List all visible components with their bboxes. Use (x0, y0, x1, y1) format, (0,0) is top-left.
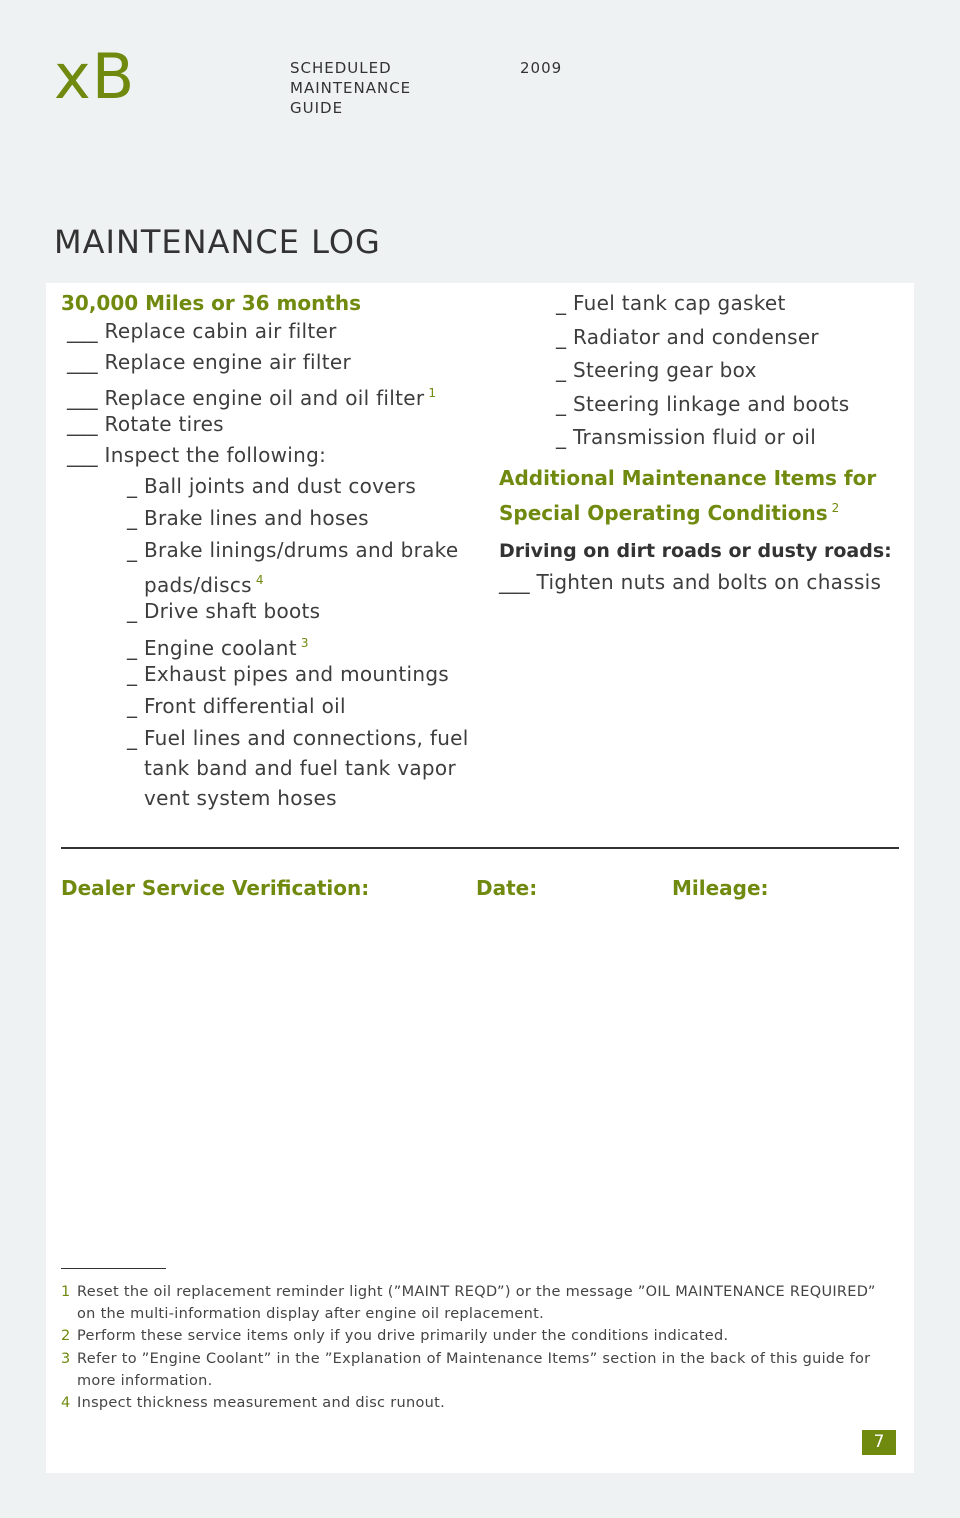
inspect-item-continued: vent system hoses (144, 786, 337, 810)
footnote-ref: 1 (428, 386, 437, 400)
dealer-verification-label: Dealer Service Verification: (61, 876, 370, 900)
footnote-divider (61, 1268, 166, 1269)
page-title: MAINTENANCE LOG (54, 223, 381, 261)
checklist-item: ___ Replace cabin air filter (67, 319, 337, 343)
additional-items-title: Special Operating Conditions $^2$ (499, 501, 840, 525)
mileage-label: Mileage: (672, 876, 769, 900)
inspect-item: _ Steering linkage and boots (556, 392, 850, 416)
divider (61, 847, 899, 849)
inspect-item: _ Drive shaft boots (127, 599, 321, 623)
checklist-item: ___ Replace engine oil and oil filter $^1$ (67, 386, 437, 410)
guide-title-line: SCHEDULED (290, 59, 392, 77)
date-label: Date: (476, 876, 538, 900)
interval-title: 30,000 Miles or 36 months (61, 291, 362, 315)
page-number: 7 (862, 1430, 896, 1455)
inspect-item: _ Steering gear box (556, 358, 757, 382)
inspect-item: _ Brake linings/drums and brake (127, 538, 459, 562)
inspect-item: _ Radiator and condenser (556, 325, 819, 349)
inspect-item: _ Front differential oil (127, 694, 346, 718)
footnote: 4 Inspect thickness measurement and disc runout. (61, 1395, 446, 1411)
condition-heading: Driving on dirt roads or dusty roads: (499, 540, 892, 562)
checklist-item: ___ Replace engine air filter (67, 350, 352, 374)
brand-logo: xB (54, 40, 136, 113)
inspect-item: _ Fuel lines and connections, fuel (127, 726, 469, 750)
footnote-ref: 4 (255, 573, 264, 587)
checklist-item: ___ Tighten nuts and bolts on chassis (499, 570, 882, 594)
footnote: 2 Perform these service items only if you drive primarily under the conditions indicated. (61, 1328, 729, 1344)
checklist-item: ___ Rotate tires (67, 412, 224, 436)
inspect-item: _ Ball joints and dust covers (127, 474, 417, 498)
footnote: 3 Refer to ”Engine Coolant” in the ”Explanation of Maintenance Items” section in the back of this guide for more information. (61, 1351, 871, 1389)
inspect-item: _ Brake lines and hoses (127, 506, 369, 530)
guide-title-line: GUIDE (290, 99, 344, 117)
inspect-item-continued: tank band and fuel tank vapor (144, 756, 456, 780)
footnote: 1 Reset the oil replacement reminder light (”MAINT REQD”) or the message ”OIL MAINTENANCE REQUIRED” on the multi-information display after engine oil replacement. (61, 1284, 876, 1322)
inspect-item: _ Transmission fluid or oil (556, 425, 817, 449)
footnote-ref: 2 (831, 501, 840, 515)
guide-title-line: MAINTENANCE (290, 79, 412, 97)
inspect-item-continued: pads/discs $^4$ (144, 573, 264, 597)
checklist-item: ___ Inspect the following: (67, 443, 327, 467)
model-year: 2009 (520, 59, 563, 77)
inspect-item: _ Engine coolant $^3$ (127, 636, 309, 660)
footnote-ref: 3 (300, 636, 309, 650)
additional-items-title: Additional Maintenance Items for (499, 466, 877, 490)
inspect-item: _ Fuel tank cap gasket (556, 291, 786, 315)
inspect-item: _ Exhaust pipes and mountings (127, 662, 450, 686)
guide-title (290, 58, 411, 118)
